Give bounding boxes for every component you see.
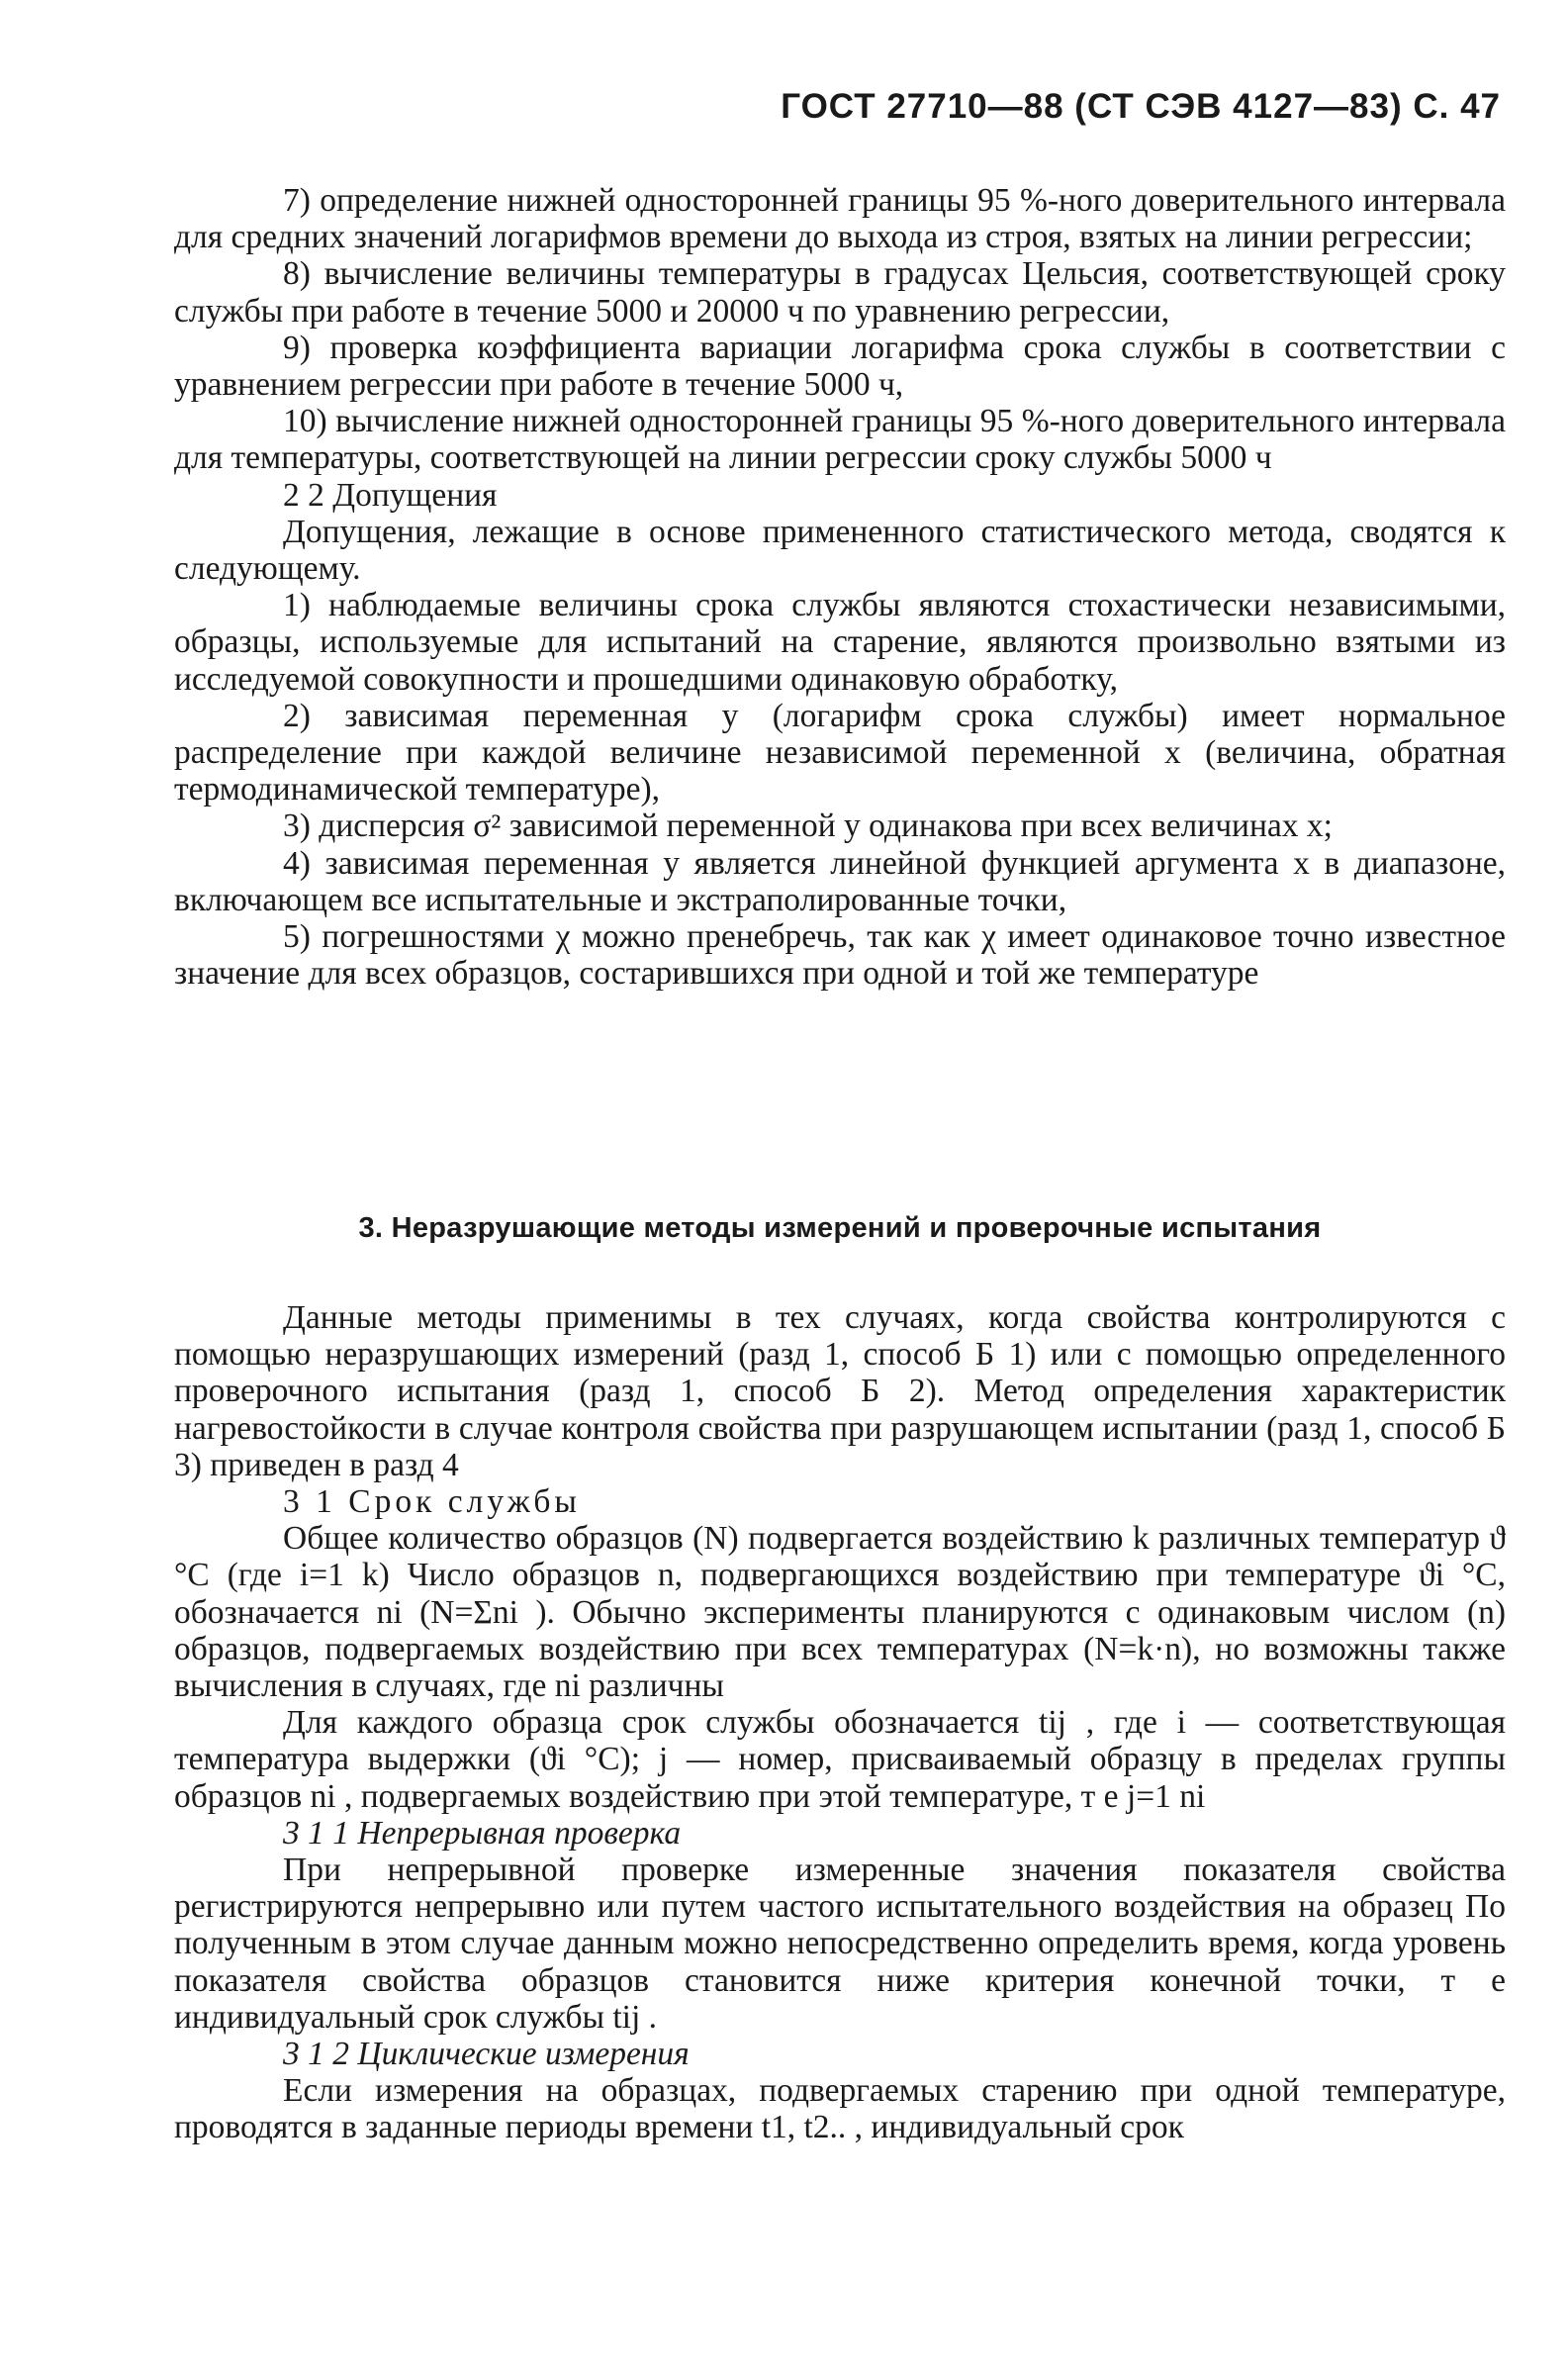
paragraph: Для каждого образца срок службы обозначается tij , где i — соответствующая температура выдержки (ϑi °С); j — номер, присваиваемый образцу в пределах группы образцов ni , подвергаемых воздействию при этой температуре, т е j=1 ni — [174, 1704, 1506, 1815]
list-item: 4) зависимая переменная y является линейной функцией аргумента x в диапазоне, включающем все испытательные и экстраполированные точки, — [174, 844, 1506, 918]
paragraph: Если измерения на образцах, подвергаемых старению при одной температуре, проводятся в заданные периоды времени t1, t2.. , индивидуальный срок — [174, 2072, 1506, 2146]
page-header: ГОСТ 27710—88 (СТ СЭВ 4127—83) С. 47 — [781, 87, 1501, 126]
subsection-title: 3 1 Срок службы — [283, 1483, 581, 1521]
subsection-title: 3 1 1 Непрерывная проверка — [283, 1814, 682, 1852]
paragraph: Допущения, лежащие в основе примененного статистического метода, сводятся к следующему. — [174, 513, 1506, 588]
list-item: 9) проверка коэффициента вариации логарифма срока службы в соответствии с уравнением регрессии при работе в течение 5000 ч, — [174, 329, 1506, 404]
list-item: 3) дисперсия σ² зависимой переменной y одинакова при всех величинах x; — [283, 808, 1333, 845]
paragraph: Данные методы применимы в тех случаях, когда свойства контролируются с помощью неразрушающих измерений (разд 1, способ Б 1) или с помощью определенного проверочного испытания (разд 1, способ Б 2). Метод определения характеристик нагревостойкости в случае контроля свойства при разрушающем испытании (разд 1, способ Б 3) приведен в разд 4 — [174, 1299, 1506, 1483]
subsection-title: 2 2 Допущения — [283, 476, 498, 514]
section-2-continuation — [174, 182, 1506, 992]
list-item: 10) вычисление нижней односторонней границы 95 %-ного доверительного интервала для температуры, соответствующей на линии регрессии сроку службы 5000 ч — [174, 403, 1506, 477]
list-item: 2) зависимая переменная y (логарифм срока службы) имеет нормальное распределение при каждой величине независимой переменной x (величина, обратная термодинамической температуре), — [174, 697, 1506, 808]
subsection-title: 3 1 2 Циклические измерения — [283, 2036, 690, 2073]
list-item: 7) определение нижней односторонней границы 95 %-ного доверительного интервала для средних значений логарифмов времени до выхода из строя, взятых на линии регрессии; — [174, 182, 1506, 256]
list-item: 8) вычисление величины температуры в градусах Цельсия, соответствующей сроку службы при работе в течение 5000 и 20000 ч по уравнению регрессии, — [174, 255, 1506, 330]
paragraph: Общее количество образцов (N) подвергается воздействию k различных температур ϑ °С (где i=1 k) Число образцов n, подвергающихся воздействию при температуре ϑi °С, обозначается ni (N=Σni ). Обычно эксперименты планируются с одинаковым числом (n) образцов, подвергаемых воздействию при всех температурах (N=k·n), но возможны также вычисления в случаях, где ni различны — [174, 1520, 1506, 1705]
paragraph: При непрерывной проверке измеренные значения показателя свойства регистрируются непрерывно или путем частого испытательного воздействия на образец По полученным в этом случае данным можно непосредственно определить время, когда уровень показателя свойства образцов становится ниже критерия конечной точки, т е индивидуальный срок службы tij . — [174, 1852, 1506, 2036]
section-3-body — [174, 1299, 1506, 2146]
section-heading: 3. Неразрушающие методы измерений и проверочные испытания — [358, 1212, 1322, 1244]
list-item: 1) наблюдаемые величины срока службы являются стохастически независимыми, образцы, используемые для испытаний на старение, являются произвольно взятыми из исследуемой совокупности и прошедшими одинаковую обработку, — [174, 587, 1506, 698]
list-item: 5) погрешностями χ можно пренебречь, так как χ имеет одинаковое точно известное значение для всех образцов, состарившихся при одной и той же температуре — [174, 918, 1506, 993]
